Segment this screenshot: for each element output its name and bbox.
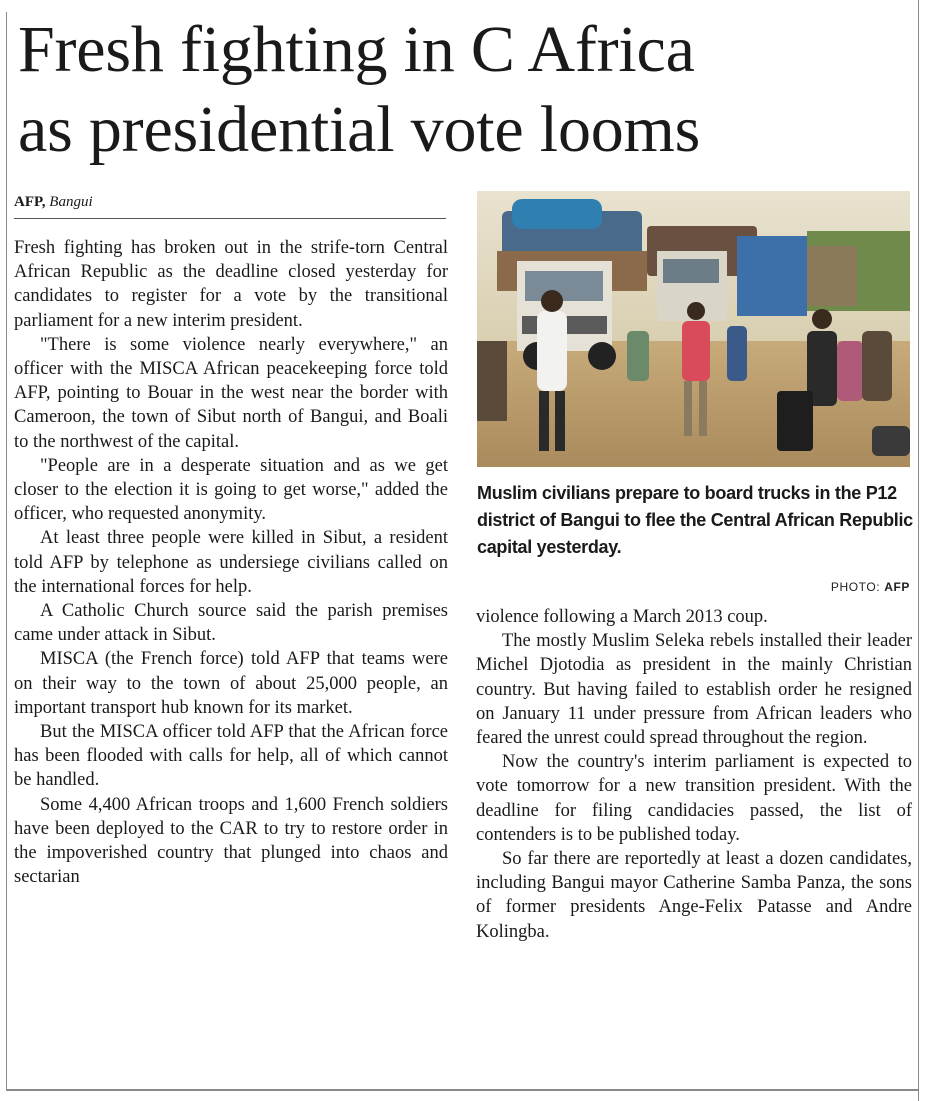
byline-place: Bangui [49, 194, 93, 210]
article-paragraph: At least three people were killed in Sibut, a resident told AFP by telephone as undersiege civilians called on the international forces for help. [14, 528, 448, 597]
article-paragraph: A Catholic Church source said the parish premises came under attack in Sibut. [14, 601, 448, 646]
bottom-rule [6, 1089, 918, 1091]
headline-line-2: as presidential vote looms [18, 93, 701, 166]
right-rule [918, 0, 919, 1101]
photo-illustration [477, 191, 910, 467]
photo-credit-label: PHOTO: [830, 580, 881, 594]
byline [14, 192, 446, 219]
article-paragraph: Now the country's interim parliament is expected to vote tomorrow for a new transition president. With the deadline for filing candidacies passed, the list of contenders is to be published today. [476, 752, 912, 845]
article-paragraph: "People are in a desperate situation and as we get closer to the election it is going to get worse," added the officer, who requested anonymity. [14, 455, 448, 525]
byline-agency: AFP, [14, 194, 46, 210]
article-paragraph: Some 4,400 African troops and 1,600 French soldiers have been deployed to the CAR to try to restore order in the impoverished country that plunged into chaos and sectarian [14, 794, 448, 888]
article-column-right [476, 605, 912, 944]
article-paragraph: "There is some violence nearly everywhere," an officer with the MISCA African peacekeeping force told AFP, pointing to Bouar in the west near the border with Cameroon, the town of Sibut north of Bangui, and Boali to the northwest of the capital. [14, 334, 448, 452]
left-rule [6, 12, 7, 1090]
headline [18, 10, 913, 170]
article-paragraph: Fresh fighting has broken out in the strife-torn Central African Republic as the deadline closed yesterday for candidates to register for a vote by the transitional parliament for a new interim president. [14, 238, 448, 331]
article-paragraph: MISCA (the French force) told AFP that teams were on their way to the town of about 25,000 people, an important transport hub known for its market. [14, 649, 448, 718]
headline-line-1: Fresh fighting in C Africa [18, 13, 695, 86]
article-continuation: violence following a March 2013 coup. [476, 607, 768, 627]
news-photo [477, 191, 910, 467]
photo-caption: Muslim civilians prepare to board trucks in the P12 district of Bangui to flee the Central African Republic capital yesterday. [477, 483, 913, 557]
article-paragraph: The mostly Muslim Seleka rebels installed their leader Michel Djotodia as president in the mainly Christian country. But having failed to establish order he resigned on January 11 under pressure from African leaders who feared the unrest could spread throughout the region. [476, 631, 912, 749]
article-paragraph: So far there are reportedly at least a dozen candidates, including Bangui mayor Catherine Samba Panza, the sons of former presidents Ange-Felix Patasse and Andre Kolingba. [476, 849, 912, 942]
article-column-left [14, 236, 448, 889]
photo-credit-agency: AFP [884, 580, 910, 594]
photo-credit [700, 580, 910, 594]
article-paragraph: But the MISCA officer told AFP that the African force has been flooded with calls for help, all of which cannot be handled. [14, 722, 448, 791]
